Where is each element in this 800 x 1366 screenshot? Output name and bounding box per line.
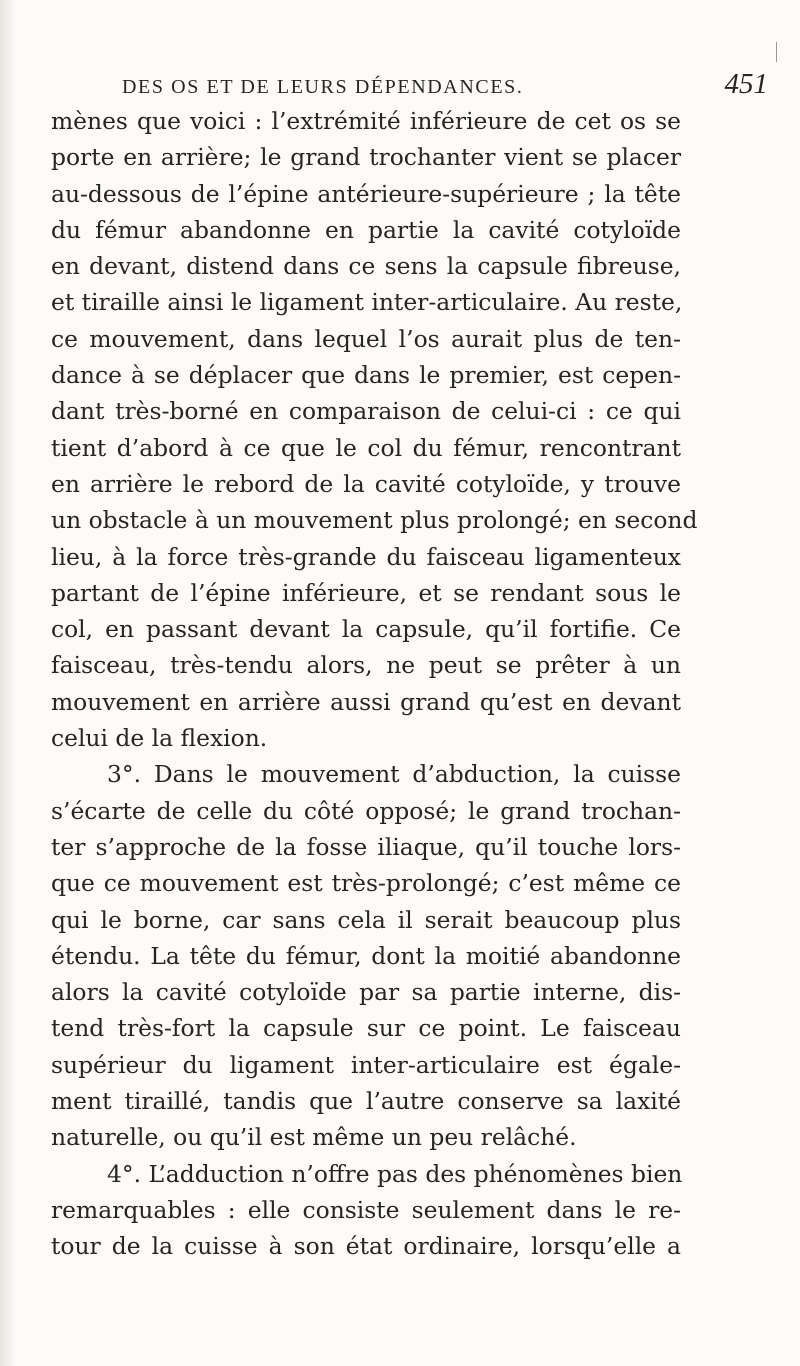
text-line: ce mouvement, dans lequel l’os aurait plus de ten- bbox=[51, 324, 681, 353]
text-line-paragraph-end: celui de la flexion. bbox=[51, 724, 268, 753]
text-line: alors la cavité cotyloïde par sa partie interne, dis- bbox=[51, 978, 681, 1007]
text-line: ter s’approche de la fosse iliaque, qu’il touche lors- bbox=[51, 832, 681, 861]
text-line: tient d’abord à ce que le col du fémur, rencontrant bbox=[51, 433, 681, 462]
text-line: qui le borne, car sans cela il serait beaucoup plus bbox=[51, 905, 681, 934]
text-line-paragraph-end: naturelle, ou qu’il est même un peu relâché. bbox=[51, 1123, 577, 1152]
text-line: remarquables : elle consiste seulement dans le re- bbox=[51, 1195, 681, 1224]
page-number: 451 bbox=[724, 68, 768, 100]
text-line: que ce mouvement est très-prolongé; c’est même ce bbox=[51, 869, 681, 898]
text-line: du fémur abandonne en partie la cavité cotyloïde bbox=[51, 215, 681, 244]
text-line: mouvement en arrière aussi grand qu’est en devant bbox=[51, 687, 681, 716]
text-line: étendu. La tête du fémur, dont la moitié abandonne bbox=[51, 941, 681, 970]
text-line: faisceau, très-tendu alors, ne peut se prêter à un bbox=[51, 651, 681, 680]
text-line: partant de l’épine inférieure, et se rendant sous le bbox=[51, 578, 681, 607]
text-line: un obstacle à un mouvement plus prolongé; en second bbox=[51, 506, 698, 535]
page-gutter-shadow bbox=[0, 0, 16, 1366]
page-body bbox=[51, 103, 698, 1265]
text-line: en devant, distend dans ce sens la capsule fibreuse, bbox=[51, 252, 681, 281]
text-line: tend très-fort la capsule sur ce point. Le faisceau bbox=[51, 1014, 681, 1043]
text-line: et tiraille ainsi le ligament inter-articulaire. Au reste, bbox=[51, 288, 683, 317]
page-header bbox=[122, 68, 768, 102]
text-line: porte en arrière; le grand trochanter vient se placer bbox=[51, 143, 681, 172]
text-line: s’écarte de celle du côté opposé; le grand trochan- bbox=[51, 796, 681, 825]
text-line: mènes que voici : l’extrémité inférieure de cet os se bbox=[51, 107, 681, 135]
text-line: lieu, à la force très-grande du faisceau ligamenteux bbox=[51, 542, 681, 571]
text-line: col, en passant devant la capsule, qu’il fortifie. Ce bbox=[51, 615, 681, 644]
text-line: au-dessous de l’épine antérieure-supérieure ; la tête bbox=[51, 179, 681, 208]
margin-mark bbox=[776, 42, 777, 62]
text-line: supérieur du ligament inter-articulaire est égale- bbox=[51, 1050, 681, 1079]
text-line: ment tiraillé, tandis que l’autre conserve sa laxité bbox=[51, 1087, 681, 1116]
text-line: dance à se déplacer que dans le premier, est cepen- bbox=[51, 361, 681, 390]
text-line-paragraph-start: 3°. Dans le mouvement d’abduction, la cuisse bbox=[107, 760, 681, 789]
text-line-paragraph-start: 4°. L’adduction n’offre pas des phénomènes bien bbox=[107, 1159, 683, 1188]
text-line: tour de la cuisse à son état ordinaire, lorsqu’elle a bbox=[51, 1232, 681, 1261]
text-line: en arrière le rebord de la cavité cotyloïde, y trouve bbox=[51, 469, 681, 498]
running-head: DES OS ET DE LEURS DÉPENDANCES. bbox=[122, 76, 524, 98]
text-line: dant très-borné en comparaison de celui-ci : ce qui bbox=[51, 397, 681, 426]
